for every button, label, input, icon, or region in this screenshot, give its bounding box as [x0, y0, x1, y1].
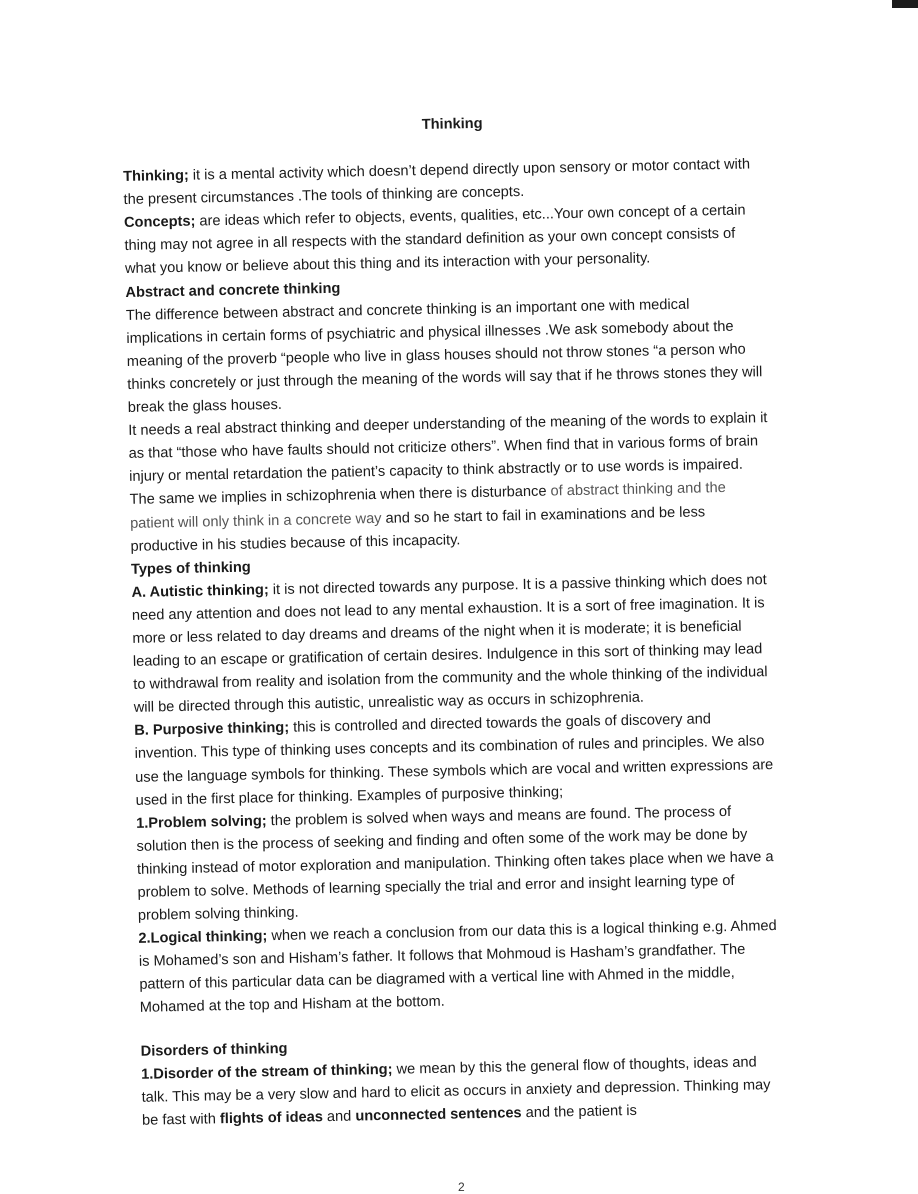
- problem-def-text: the problem is solved when ways and means are found. The process of solution then is the process of seeking and finding and often some of the work may be done by thinking instead of motor exploration and manipulation. Thinking often takes place when we have a problem to solve. Methods of learning specially the trial and error and insight learning type of problem solving thinking.: [136, 803, 774, 924]
- document-body: [122, 107, 782, 1133]
- logical-paragraph: [138, 915, 780, 1020]
- problem-term: 1.Problem solving;: [135, 812, 267, 832]
- unconnected-sentences-term: unconnected sentences: [355, 1105, 522, 1125]
- concepts-definition: [124, 199, 765, 281]
- abstract-p2-part-b: of abstract thinking and the patient will only think in a concrete way: [129, 480, 726, 532]
- stream-def-c: and the patient is: [521, 1102, 637, 1122]
- autistic-paragraph: [131, 569, 774, 720]
- thinking-def-text: it is a mental activity which doesn’t depend directly upon sensory or motor contact with the present circumstances .The tools of thinking are concepts.: [123, 156, 751, 209]
- concepts-def-text: are ideas which refer to objects, events, qualities, etc...Your own concept of a certain thing may not agree in all respects with the standard definition as your own concept consists of what you know or believe about this thing and its interaction with your personality.: [124, 202, 746, 278]
- flights-of-ideas-term: flights of ideas: [219, 1109, 324, 1128]
- abstract-p2-part-a: It needs a real abstract thinking and deeper understanding of the meaning of the words to explain it as that “those who have faults should not criticize others”. When find that in various forms of brain injury or mental retardation the patient’s capacity to think abstractly or to use words is impaired. The same we implies in schizophrenia when there is disturbance: [128, 410, 768, 509]
- logical-def-text: when we reach a conclusion from our data this is a logical thinking e.g. Ahmed is Mohamed’s son and Hisham’s father. It follows that Mohmoud is Hasham’s grandfather. The pattern of this particular data can be diagramed with a vertical line with Ahmed in the middle, Mohamed at the top and Hisham at the bottom.: [138, 918, 777, 1017]
- page-title: Thinking: [421, 115, 483, 133]
- logical-term: 2.Logical thinking;: [138, 928, 268, 948]
- types-heading: Types of thinking: [130, 559, 251, 578]
- purposive-paragraph: [134, 707, 776, 812]
- disorders-heading: Disorders of thinking: [140, 1040, 288, 1060]
- stream-def-a: we mean by this the general flow of thoughts, ideas and talk. This may be a very slow and hard to elicit as occurs in anxiety and depression. Thinking may be fast with: [141, 1054, 771, 1129]
- thinking-term: Thinking;: [122, 167, 189, 186]
- abstract-p2-part-c: and so he start to fail in examinations and be less productive in his studies because of this incapacity.: [130, 503, 706, 555]
- autistic-term: A. Autistic thinking;: [131, 581, 269, 601]
- autistic-def-text: it is not directed towards any purpose. It is a passive thinking which does not need any attention and does not lead to any mental exhaustion. It is a sort of free imagination. It is more or less related to day dreams and dreams of the night when it is moderate; it is beneficial leading to an escape or gratification of certain desires. Indulgence in this sort of thinking may lead to withdrawal from reality and isolation from the community and the whole thinking of the individual will be directed through this autistic, unrealistic way as occurs in schizophrenia.: [131, 571, 768, 717]
- abstract-paragraph-1: The difference between abstract and concrete thinking is an important one with medical implications in certain forms of psychiatric and physical illnesses .We ask somebody about the meaning of the proverb “people who live in glass houses should not throw stones “a person who thinks concretely or just through the meaning of the words will say that if he throws stones they will break the glass houses.: [125, 296, 763, 416]
- purposive-term: B. Purposive thinking;: [134, 720, 290, 740]
- stream-term: 1.Disorder of the stream of thinking;: [140, 1061, 393, 1083]
- stream-paragraph: [141, 1051, 782, 1133]
- abstract-heading: Abstract and concrete thinking: [125, 280, 341, 301]
- abstract-paragraph-2: [128, 407, 771, 558]
- page-number: 2: [458, 1180, 465, 1194]
- scan-corner-mark: [892, 0, 918, 8]
- purposive-def-text: this is controlled and directed towards the goals of discovery and invention. This type of thinking uses concepts and its combination of rules and principles. We also use the language symbols for thinking. These symbols which are vocal and written expressions are used in the first place for thinking. Examples of purposive thinking;: [134, 711, 774, 809]
- problem-solving-paragraph: [136, 800, 778, 928]
- stream-def-b: and: [322, 1108, 356, 1126]
- concepts-term: Concepts;: [123, 213, 196, 232]
